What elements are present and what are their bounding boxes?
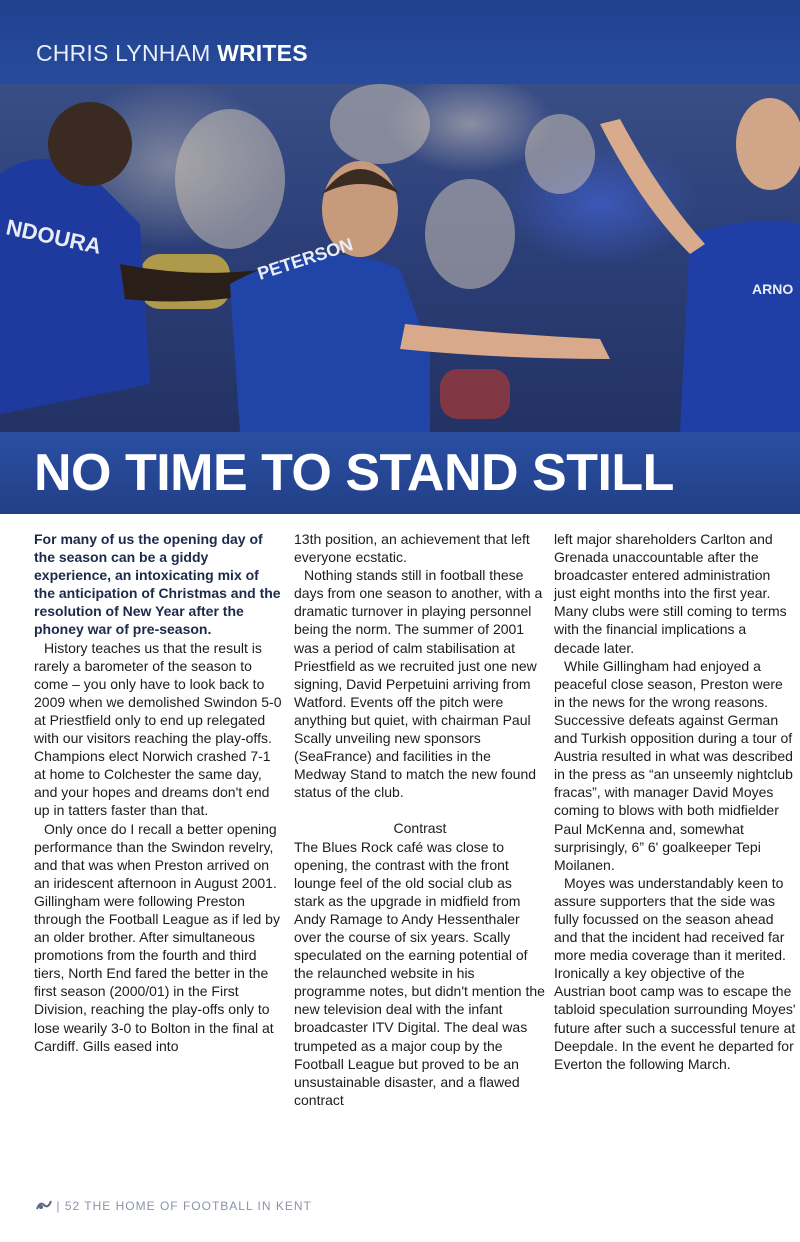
page-footer: | 52 THE HOME OF FOOTBALL IN KENT: [36, 1199, 312, 1213]
club-logo-icon: [36, 1199, 52, 1211]
article-column-1: [34, 530, 282, 1055]
article-column-2: [294, 530, 546, 1109]
article-column-3: [554, 530, 796, 1073]
shirt-sponsor-right: ARNO: [752, 281, 794, 297]
article-paragraph: History teaches us that the result is rarely a barometer of the season to come – you only have to look back to 2009 when we demolished Swindon 5-0 at Priestfield only to end up relegated with our visitors reaching the play-offs. Champions elect Norwich crashed 7-1 at home to Colchester the same day, and your hopes and dreams don't end up in tatters faster than that.: [34, 639, 282, 819]
article-paragraph: left major shareholders Carlton and Grenada unaccountable after the broadcaster entered administration just eight months into the first year. Many clubs were still coming to terms with the financial implications a decade later.: [554, 531, 787, 656]
celebration-photo-illustration: [0, 84, 800, 432]
section-label: [36, 40, 308, 67]
article-paragraph: Only once do I recall a better opening performance than the Swindon revelry, and that was when Preston arrived on an iridescent afternoon in August 2001. Gillingham were following Preston through the Football League as if led by an older brother. After simultaneous promotions from the fourth and third tiers, North End fared the better in the first season (2000/01) in the First Division, reaching the play-offs only to lose wearily 3-0 to Bolton in the final at Cardiff. Gills eased into: [34, 820, 280, 1054]
article-lead: For many of us the opening day of the season can be a giddy experience, an intoxicating mix of the anticipation of Christmas and the resolution of New Year after the phoney war of pre-season.: [34, 531, 281, 638]
shirt-name-middle: PETERSON: [255, 234, 356, 284]
article-paragraph: Moyes was understandably keen to assure supporters that the side was fully focussed on the season ahead and that the incident had received far more media coverage than it merited. Ironically a key objective of the Austrian boot camp was to escape the tabloid speculation surrounding Moyes' future after such a successful tenure at Deepdale. In the event he departed for Everton the following March.: [554, 874, 796, 1072]
author-name: CHRIS LYNHAM: [36, 40, 211, 66]
footer-title: THE HOME OF FOOTBALL IN KENT: [84, 1199, 312, 1213]
article-subhead: Contrast: [393, 820, 447, 837]
article-paragraph: While Gillingham had enjoyed a peaceful close season, Preston were in the news for the wrong reasons. Successive defeats against German and Turkish opposition during a tour of Austria resulted in what was described in the press as “an unseemly nightclub fracas”, with manager David Moyes coming to blows with both midfielder Paul McKenna and, somewhat surprisingly, 6” 6' goalkeeper Tepi Moilanen.: [554, 657, 793, 873]
article-headline: NO TIME TO STAND STILL: [34, 444, 674, 502]
article-paragraph: The Blues Rock café was close to opening, the contrast with the front lounge feel of the old social club as stark as the upgrade in midfield from Andy Ramage to Andy Hessenthaler over the course of six years. Scally speculated on the earning potential of the relaunched website in his programme notes, but didn't mention the new television deal with the infant broadcaster ITV Digital. The deal was trumpeted as a major coup by the Football League but proved to be an unsustainable disaster, and a flawed contract: [294, 838, 545, 1108]
hero-photo: [0, 84, 800, 432]
shirt-name-left: NDOURA: [3, 214, 104, 259]
section-suffix: WRITES: [217, 40, 308, 66]
page-number: 52: [64, 1199, 81, 1213]
article-paragraph: Nothing stands still in football these days from one season to another, with a dramatic turnover in playing personnel being the norm. The summer of 2001 was a period of calm stabilisation at Priestfield as we recruited just one new signing, David Perpetuini arriving from Watford. Events off the pitch were anything but quiet, with chairman Paul Scally unveiling new sponsors (SeaFrance) and facilities in the Medway Stand to match the new found status of the club.: [294, 567, 543, 801]
article-paragraph: 13th position, an achievement that left everyone ecstatic.: [294, 531, 530, 566]
